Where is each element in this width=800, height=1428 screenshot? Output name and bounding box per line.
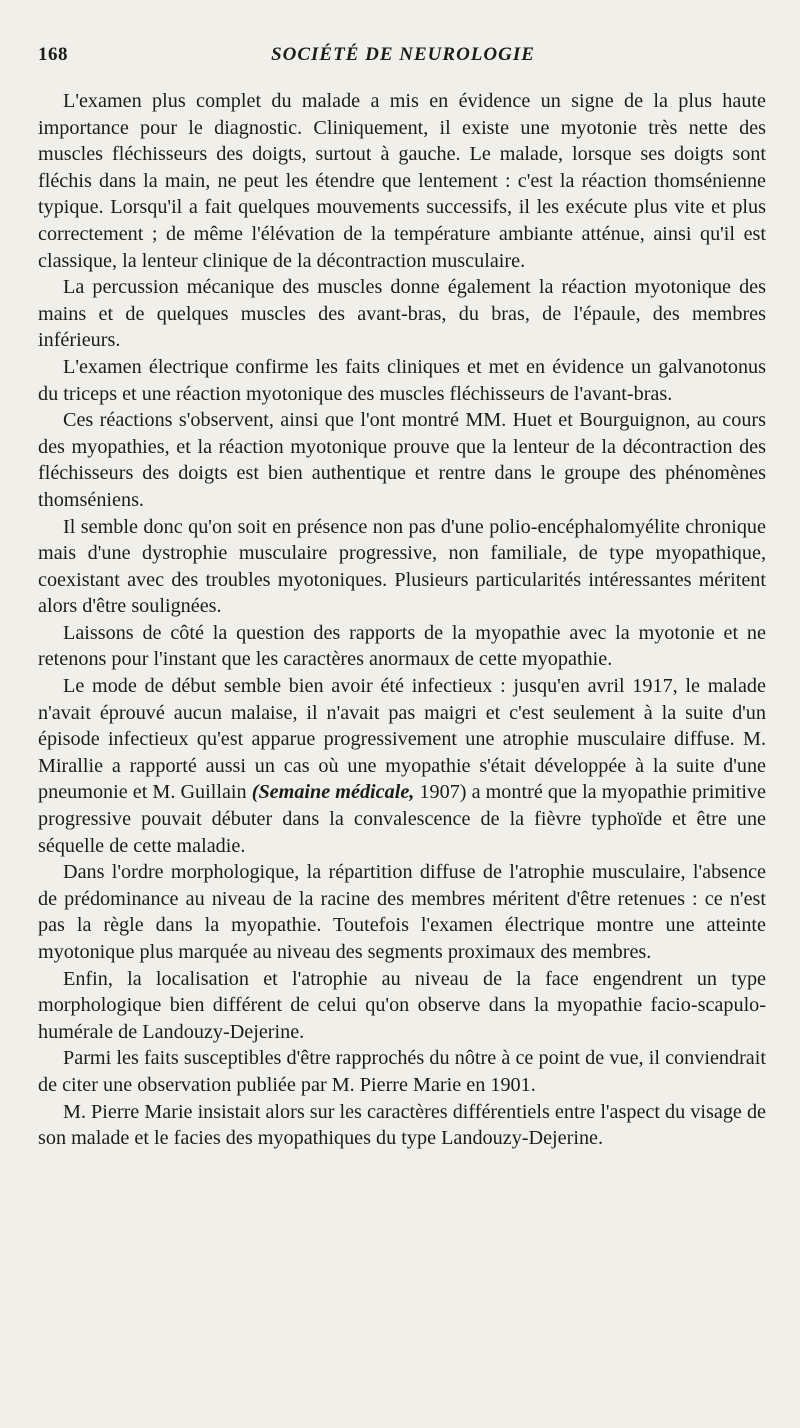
paragraph: L'examen électrique confirme les faits cliniques et met en évidence un galvanotonus du triceps et une réaction myotonique des muscles fléchisseurs de l'avant-bras. xyxy=(38,355,766,405)
paragraph: Enfin, la localisation et l'atrophie au niveau de la face engendrent un type morphologique bien différent de celui qu'on observe dans la myopathie facio-scapulo-humérale de Landouzy-Dejerine. xyxy=(38,967,766,1043)
paragraph: Ces réactions s'observent, ainsi que l'ont montré MM. Huet et Bourguignon, au cours des myopathies, et la réaction myotonique prouve que la lenteur de la décontraction des fléchisseurs des doigts est bien authentique et rentre dans le groupe des phénomènes thomséniens. xyxy=(38,409,766,511)
paragraph: M. Pierre Marie insistait alors sur les caractères différentiels entre l'aspect du visage de son malade et le facies des myopathiques du type Landouzy-Dejerine. xyxy=(38,1100,766,1150)
body-text xyxy=(38,88,766,1152)
paragraph-part: Le mode de début semble bien avoir été infectieux : jusqu'en avril 1917, le malade n'avait éprouvé aucun malaise, il n'avait pas maigri et c'est seulement à la suite d'un épisode infectieux qu'est apparue progressivement une atrophie musculaire diffuse. M. Mirallie a rapporté aussi un cas où une myopathie s'était développée à la suite d'une pneumonie et M. Guillain xyxy=(38,675,766,804)
paragraph: L'examen plus complet du malade a mis en évidence un signe de la plus haute importance pour le diagnostic. Cliniquement, il existe une myotonie très nette des muscles fléchisseurs des doigts, surtout à gauche. Le malade, lorsque ses doigts sont fléchis dans la main, ne peut les étendre que lentement : c'est la réaction thomsénienne typique. Lorsqu'il a fait quelques mouvements successifs, il les exécute plus vite et plus correctement ; de même l'élévation de la température ambiante atténue, ainsi qu'il est classique, la lenteur clinique de la décontraction musculaire. xyxy=(38,90,766,272)
paragraph-with-citation xyxy=(38,673,766,859)
running-title: SOCIÉTÉ DE NEUROLOGIE xyxy=(271,44,535,65)
paragraph: Dans l'ordre morphologique, la répartition diffuse de l'atrophie musculaire, l'absence de prédominance au niveau de la racine des membres méritent d'être retenues : ce n'est pas la règle dans la myopathie. Toutefois l'examen électrique montre une atteinte myotonique plus marquée au niveau des segments proximaux des membres. xyxy=(38,861,766,963)
journal-citation: (Semaine médicale, xyxy=(251,781,415,804)
page-number: 168 xyxy=(38,44,68,65)
paragraph: Laissons de côté la question des rapports de la myopathie avec la myotonie et ne retenons pour l'instant que les caractères anormaux de cette myopathie. xyxy=(38,621,766,671)
paragraph: Parmi les faits susceptibles d'être rapprochés du nôtre à ce point de vue, il conviendrait de citer une observation publiée par M. Pierre Marie en 1901. xyxy=(38,1047,766,1096)
page-header xyxy=(38,44,768,74)
paragraph: La percussion mécanique des muscles donne également la réaction myotonique des mains et de quelques muscles des avant-bras, du bras, de l'épaule, des membres inférieurs. xyxy=(38,276,766,352)
paragraph: Il semble donc qu'on soit en présence non pas d'une polio-encéphalomyélite chronique mais d'une dystrophie musculaire progressive, non familiale, de type myopathique, coexistant avec des troubles myotoniques. Plusieurs particularités intéressantes méritent alors d'être soulignées. xyxy=(38,515,766,618)
paragraph-part: 1907) a montré que la myopathie primitive progressive pouvait débuter dans la convalescence de la fièvre typhoïde et être une séquelle de cette maladie. xyxy=(38,781,766,857)
